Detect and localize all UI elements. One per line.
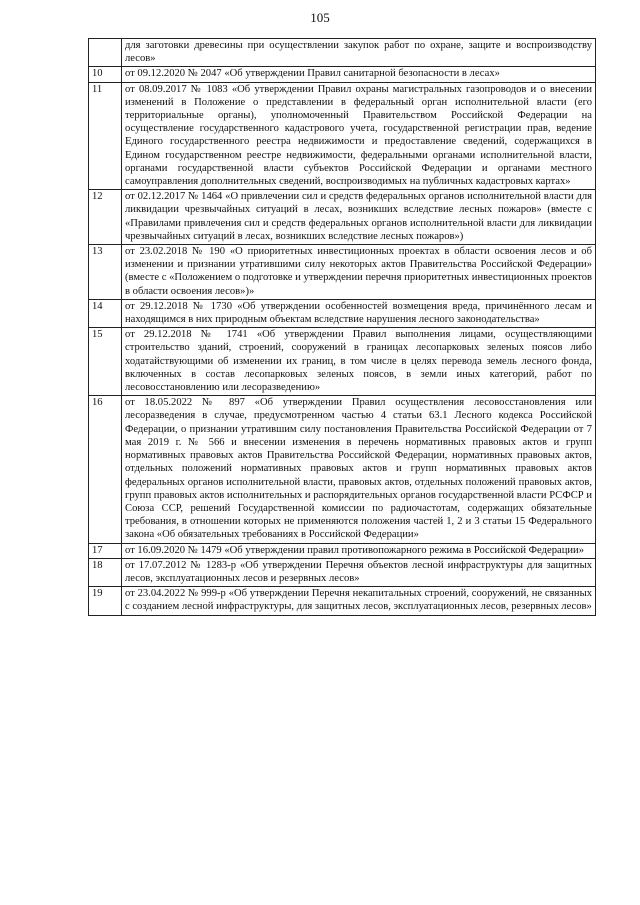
row-text: от 29.12.2018 № 1741 «Об утверждении Правил выполнения лицами, осуществляющими строительство зданий, строений, сооружений в границах лесопарковых зеленых поясов либо ходатайствующими об изменении их границ, в том числе в целях перевода земель лесного фонда, включенных в состав лесопарковых зеленых поясов, в земли иных категорий, работ по лесовосстановлению или лесоразведению» (122, 328, 596, 396)
row-number: 18 (89, 558, 122, 586)
row-text: от 29.12.2018 № 1730 «Об утверждении особенностей возмещения вреда, причинённого лесам и находящимся в них природным объектам вследствие нарушения лесного законодательства» (122, 299, 596, 327)
table-row (89, 245, 596, 300)
row-number: 12 (89, 190, 122, 245)
regulations-table (88, 38, 596, 616)
table-row (89, 190, 596, 245)
row-number: 13 (89, 245, 122, 300)
table-row (89, 82, 596, 190)
row-number (89, 39, 122, 67)
table-row (89, 558, 596, 586)
table-row (89, 67, 596, 82)
row-number: 10 (89, 67, 122, 82)
row-number: 15 (89, 328, 122, 396)
table-row (89, 328, 596, 396)
row-text: от 18.05.2022 № 897 «Об утверждении Правил осуществления лесовосстановления или лесоразведения в случае, предусмотренном частью 4 статьи 63.1 Лесного кодекса Российской Федерации, о признании утратившим силу постановления Правительства Российской Федерации от 7 мая 2019 г. № 566 и внесении изменения в перечень нормативных правовых актов и групп нормативных правовых актов Правительства Российской Федерации, нормативных правовых актов, отдельных положений нормативных правовых актов и групп нормативных правовых актов федеральных органов исполнительной власти, правовых актов, отдельных положений правовых актов, групп правовых актов исполнительных и распорядительных органов государственной власти РСФСР и Союза ССР, решений Государственной комиссии по радиочастотам, содержащих обязательные требования, в отношении которых не применяются положения частей 1, 2 и 3 статьи 15 Федерального закона «Об обязательных требованиях в Российской Федерации» (122, 396, 596, 543)
row-text: от 16.09.2020 № 1479 «Об утверждении правил противопожарного режима в Российской Федерации» (122, 543, 596, 558)
row-text: от 23.02.2018 № 190 «О приоритетных инвестиционных проектах в области освоения лесов и об изменении и признании утратившими силу некоторых актов Правительства Российской Федерации» (вместе с «Положением о подготовке и утверждении перечня приоритетных инвестиционных проектов в области освоения лесов»)» (122, 245, 596, 300)
table-row (89, 39, 596, 67)
row-text: от 17.07.2012 № 1283-р «Об утверждении Перечня объектов лесной инфраструктуры для защитных лесов, эксплуатационных лесов и резервных лесов» (122, 558, 596, 586)
table-row (89, 396, 596, 543)
table-row (89, 587, 596, 615)
row-text: от 02.12.2017 № 1464 «О привлечении сил и средств федеральных органов исполнительной власти для ликвидации чрезвычайных ситуаций в лесах, возникших вследствие лесных пожаров» (вместе с «Правилами привлечения сил и средств федеральных органов исполнительной власти для ликвидации чрезвычайных ситуаций в лесах, возникших вследствие лесных пожаров») (122, 190, 596, 245)
row-text: для заготовки древесины при осуществлении закупок работ по охране, защите и воспроизводству лесов» (122, 39, 596, 67)
row-number: 19 (89, 587, 122, 615)
table-row (89, 299, 596, 327)
row-text: от 08.09.2017 № 1083 «Об утверждении Правил охраны магистральных газопроводов и о внесении изменений в Положение о представлении в федеральный орган исполнительной власти (его территориальные органы), уполномоченный Правительством Российской Федерации на осуществление государственного кадастрового учета, государственной регистрации прав, ведение Единого государственного реестра недвижимости и предоставление сведений, содержащихся в Едином государственном реестре недвижимости, федеральными органами исполнительной власти, органами государственной власти субъектов Российской Федерации и органами местного самоуправления дополнительных сведений, воспроизводимых на публичных кадастровых картах» (122, 82, 596, 190)
table-row (89, 543, 596, 558)
row-text: от 23.04.2022 № 999-р «Об утверждении Перечня некапитальных строений, сооружений, не связанных с созданием лесной инфраструктуры, для защитных лесов, эксплуатационных лесов, резервных лесов» (122, 587, 596, 615)
row-number: 17 (89, 543, 122, 558)
row-number: 16 (89, 396, 122, 543)
row-number: 14 (89, 299, 122, 327)
row-number: 11 (89, 82, 122, 190)
row-text: от 09.12.2020 № 2047 «Об утверждении Правил санитарной безопасности в лесах» (122, 67, 596, 82)
page-number: 105 (310, 10, 330, 25)
